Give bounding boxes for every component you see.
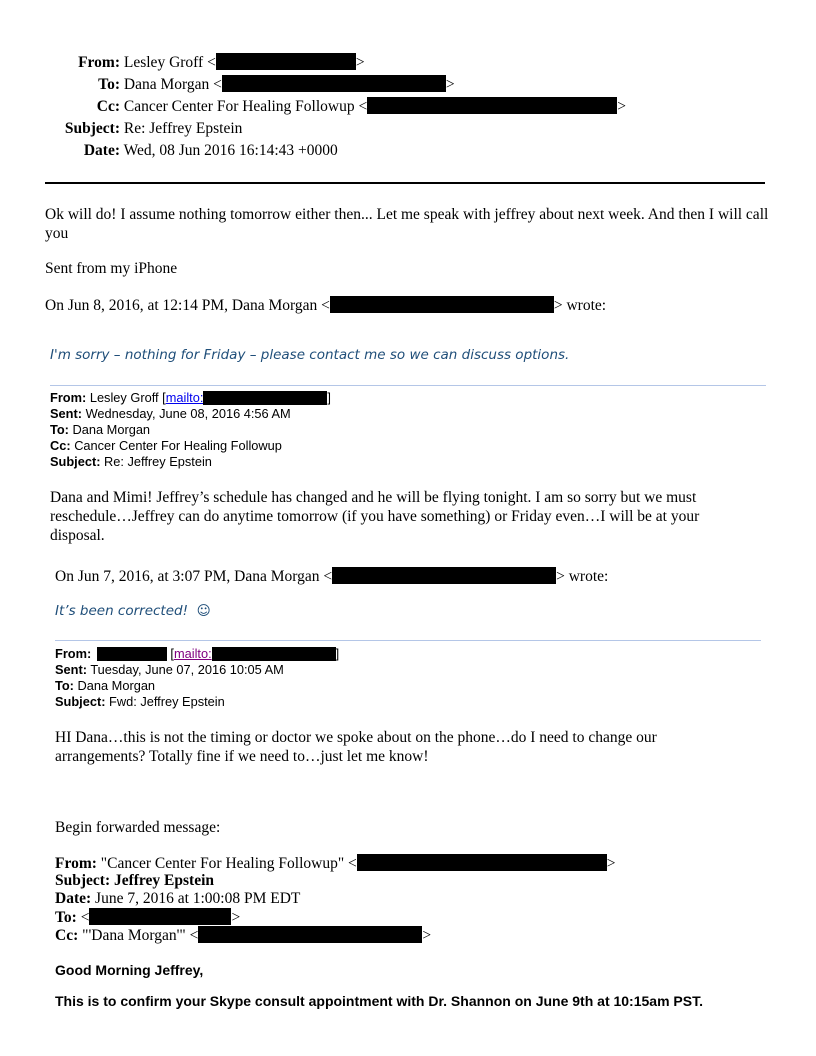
msg3-to-row: To: Dana Morgan xyxy=(55,678,156,693)
dana-reply-1: I'm sorry – nothing for Friday – please contact me so we can discuss options. xyxy=(50,347,570,363)
greeting: Good Morning Jeffrey, xyxy=(55,962,204,978)
header-cc-row: Cc: Cancer Center For Healing Followup < > xyxy=(62,96,626,118)
header-subject-row xyxy=(62,118,242,140)
header-from-row: From: Lesley Groff < > xyxy=(62,52,365,74)
smiley-icon: ☺ xyxy=(196,603,211,619)
redaction-box xyxy=(222,75,446,92)
quote-divider xyxy=(55,640,761,641)
dana-reply-2: It’s been corrected! ☺ xyxy=(55,603,211,619)
subject-label: Subject: xyxy=(64,120,120,137)
header-to-row: To: Dana Morgan < > xyxy=(62,74,455,96)
msg2-cc-row: Cc: Cancer Center For Healing Followup xyxy=(50,438,282,453)
redaction-box xyxy=(212,647,336,661)
fwd-subject-row: Subject: Jeffrey Epstein xyxy=(55,872,215,889)
redaction-box xyxy=(330,296,554,313)
msg3-from-row: From: [mailto: ] xyxy=(55,646,340,661)
redaction-box xyxy=(216,53,356,70)
msg2-body: Dana and Mimi! Jeffrey’s schedule has changed and he will be flying tonight. I am so sorry but we must reschedule…Jeffrey can do anytime tomorrow (if you have something) or Friday even…I will be at your disposal. xyxy=(50,489,700,544)
cc-value: Cancer Center For Healing Followup < xyxy=(123,98,368,115)
quote-divider xyxy=(50,385,766,386)
msg2-sent-row: Sent: Wednesday, June 08, 2016 4:56 AM xyxy=(50,406,291,421)
header-divider xyxy=(45,182,765,184)
reply-body: Ok will do! I assume nothing tomorrow either then... Let me speak with jeffrey about next week. And then I will call you xyxy=(45,206,769,242)
signature: Sent from my iPhone xyxy=(45,260,178,277)
subject-value: Re: Jeffrey Epstein xyxy=(123,120,243,137)
msg2-subject-row: Subject: Re: Jeffrey Epstein xyxy=(50,454,212,469)
mailto-link[interactable]: mailto: xyxy=(165,390,204,405)
msg3-sent-row: Sent: Tuesday, June 07, 2016 10:05 AM xyxy=(55,662,284,677)
cc-label: Cc: xyxy=(96,98,120,115)
redaction-box xyxy=(198,926,422,943)
date-value: Wed, 08 Jun 2016 16:14:43 +0000 xyxy=(123,142,338,159)
from-value: Lesley Groff < xyxy=(123,54,216,71)
redaction-box xyxy=(367,97,617,114)
quote-line-1: On Jun 8, 2016, at 12:14 PM, Dana Morgan < > wrote: xyxy=(45,297,607,314)
fwd-cc-row: Cc: "'Dana Morgan'" < > xyxy=(55,927,432,944)
msg3-subject-row: Subject: Fwd: Jeffrey Epstein xyxy=(55,694,225,709)
fwd-to-row: To: < > xyxy=(55,909,241,926)
redaction-box xyxy=(332,567,556,584)
fwd-from-row: From: "Cancer Center For Healing Followup" < > xyxy=(55,855,616,872)
header-date-row xyxy=(62,140,338,162)
redaction-box xyxy=(357,854,607,871)
confirmation-text: This is to confirm your Skype consult appointment with Dr. Shannon on June 9th at 10:15am PST. xyxy=(55,993,703,1009)
msg2-from-row: From: Lesley Groff [mailto: ] xyxy=(50,390,331,405)
fwd-date-row: Date: June 7, 2016 at 1:00:08 PM EDT xyxy=(55,890,301,907)
quote-line-2: On Jun 7, 2016, at 3:07 PM, Dana Morgan < > wrote: xyxy=(55,568,609,585)
to-label: To: xyxy=(98,76,120,93)
from-label: From: xyxy=(78,54,120,71)
redaction-box xyxy=(89,908,231,925)
date-label: Date: xyxy=(83,142,120,159)
forward-intro: Begin forwarded message: xyxy=(55,819,221,836)
msg2-to-row: To: Dana Morgan xyxy=(50,422,151,437)
to-value: Dana Morgan < xyxy=(123,76,222,93)
redaction-box xyxy=(97,647,167,661)
msg3-body: HI Dana…this is not the timing or doctor we spoke about on the phone…do I need to change our arrangements? Totally fine if we need to…just let me know! xyxy=(55,729,657,765)
redaction-box xyxy=(203,391,327,405)
mailto-link[interactable]: mailto: xyxy=(173,646,212,661)
